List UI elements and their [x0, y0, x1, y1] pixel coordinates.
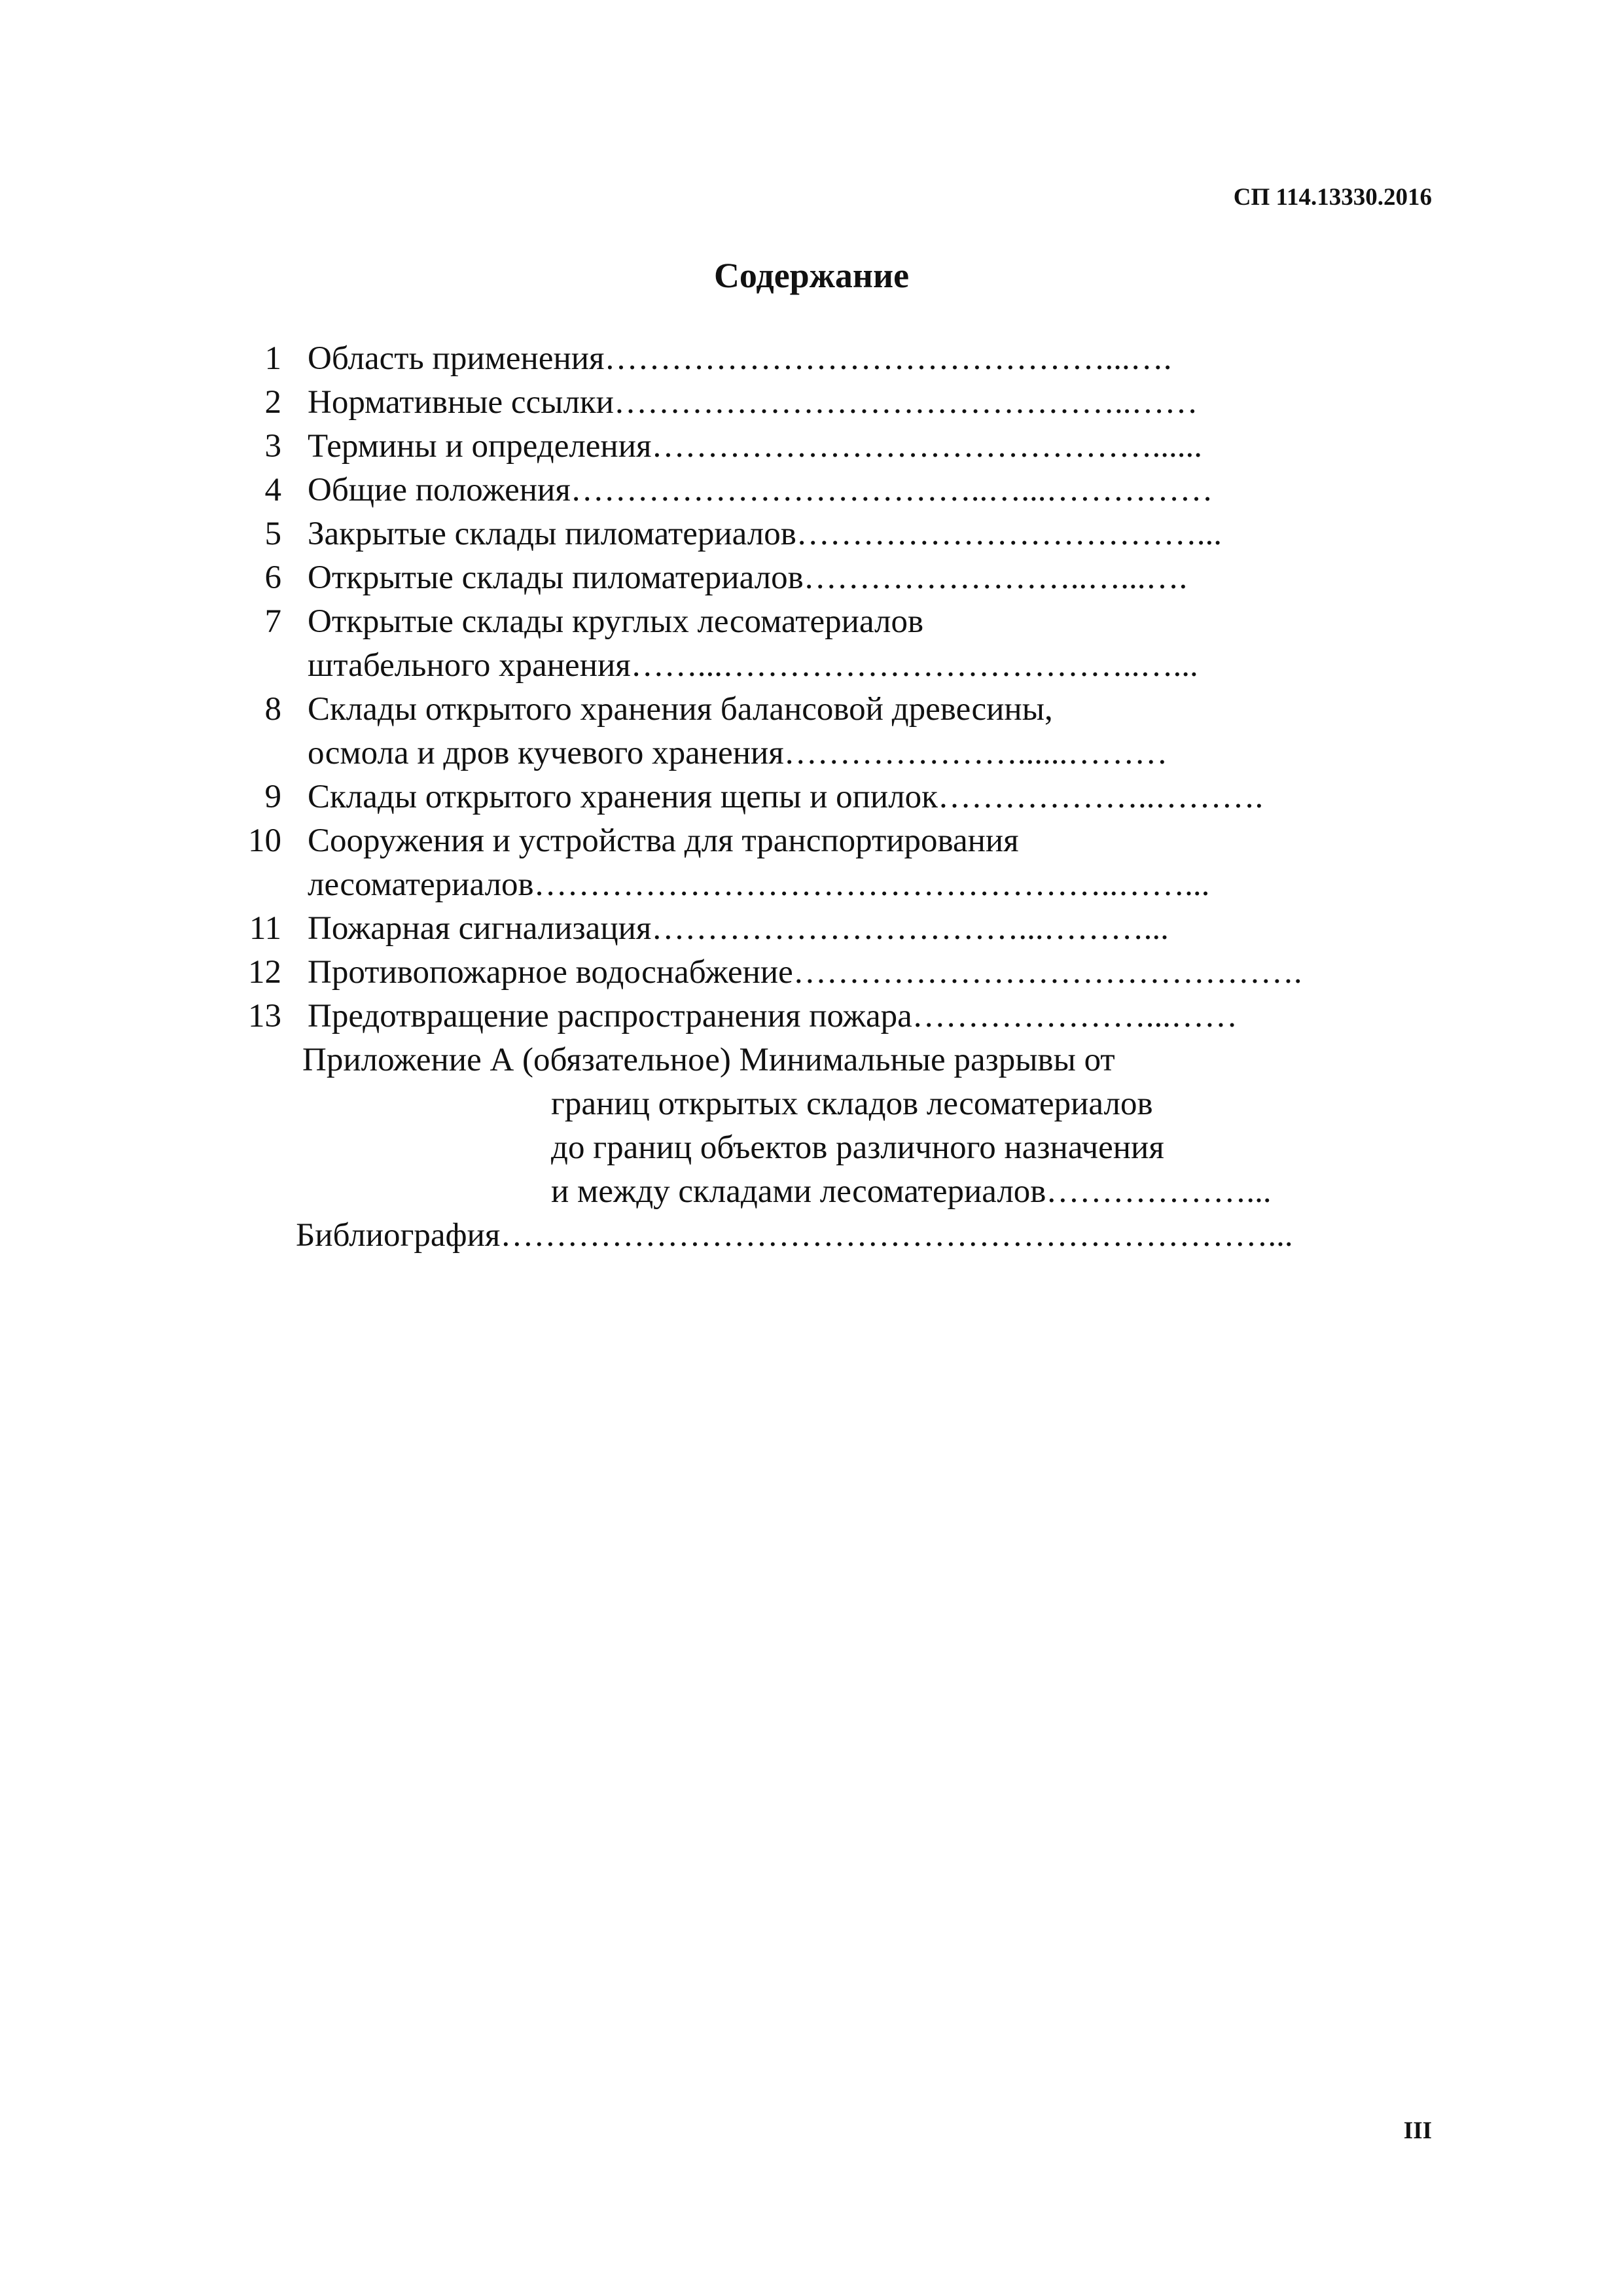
toc-entry-text: Закрытые склады пиломатериалов………………………………...	[308, 516, 1222, 552]
toc-entry-number: 1	[264, 340, 281, 377]
toc-entry-text: Область применения………………………………………...….	[308, 340, 1172, 377]
toc-entry-text: осмола и дров кучевого хранения…………………......………	[308, 735, 1168, 771]
toc-entry-1	[0, 337, 1623, 381]
toc-appendix-line-2	[0, 1082, 1623, 1126]
toc-entry-13	[0, 995, 1623, 1038]
toc-bibliography	[0, 1214, 1623, 1258]
toc-entry-text: Противопожарное водоснабжение……………………………………….	[308, 954, 1302, 991]
toc-entry-8-continued	[0, 732, 1623, 775]
toc-entry-5	[0, 512, 1623, 556]
toc-entry-8	[0, 688, 1623, 732]
toc-entry-text: Сооружения и устройства для транспортирования	[308, 822, 1019, 859]
toc-entry-6	[0, 556, 1623, 600]
toc-appendix-text: и между складами лесоматериалов………………...	[551, 1173, 1272, 1210]
toc-entry-number: 7	[264, 603, 281, 640]
toc-appendix-line-1	[0, 1038, 1623, 1082]
toc-entry-4	[0, 468, 1623, 512]
toc-entry-text: лесоматериалов……………………………………………..……...	[308, 866, 1210, 903]
toc-entry-text: Склады открытого хранения щепы и опилок………………..……….	[308, 779, 1264, 815]
toc-entry-number: 2	[264, 384, 281, 421]
toc-appendix-text: до границ объектов различного назначения	[551, 1129, 1164, 1166]
table-of-contents	[0, 337, 1623, 1258]
toc-entry-9	[0, 775, 1623, 819]
toc-entry-text: Общие положения………………………………..…...……………	[308, 472, 1213, 508]
toc-entry-10-continued	[0, 863, 1623, 907]
toc-entry-number: 13	[248, 998, 281, 1034]
toc-entry-11	[0, 907, 1623, 951]
toc-entry-10	[0, 819, 1623, 863]
toc-entry-text: Пожарная сигнализация……………………………...………...	[308, 910, 1169, 947]
toc-entry-number: 9	[264, 779, 281, 815]
toc-entry-number: 6	[264, 559, 281, 596]
toc-entry-number: 10	[248, 822, 281, 859]
toc-entry-number: 11	[249, 910, 281, 947]
toc-entry-text: Склады открытого хранения балансовой древесины,	[308, 691, 1053, 728]
toc-entry-number: 12	[248, 954, 281, 991]
page-title: Содержание	[713, 256, 910, 295]
toc-entry-text: Термины и определения………………………………………......	[308, 428, 1202, 465]
toc-entry-2	[0, 381, 1623, 425]
toc-entry-7-continued	[0, 644, 1623, 688]
toc-entry-text: Предотвращение распространения пожара…………………...……	[308, 998, 1238, 1034]
document-code: СП 114.13330.2016	[1233, 184, 1432, 211]
toc-entry-number: 4	[264, 472, 281, 508]
toc-appendix-text: Приложение А (обязательное) Минимальные разрывы от	[302, 1042, 1115, 1078]
toc-appendix-text: границ открытых складов лесоматериалов	[551, 1086, 1153, 1122]
toc-entry-12	[0, 951, 1623, 995]
toc-entry-text: Открытые склады пиломатериалов……………………..…...….	[308, 559, 1188, 596]
toc-entry-text: штабельного хранения……...………………………………..…...	[308, 647, 1198, 684]
toc-entry-text: Нормативные ссылки………………………………………..……	[308, 384, 1198, 421]
toc-entry-number: 8	[264, 691, 281, 728]
toc-appendix-line-3	[0, 1126, 1623, 1170]
toc-entry-number: 3	[264, 428, 281, 465]
toc-bibliography-text: Библиография……………………………………………………………...	[296, 1217, 1293, 1254]
page-number: III	[1403, 2117, 1432, 2144]
toc-entry-text: Открытые склады круглых лесоматериалов	[308, 603, 924, 640]
toc-entry-number: 5	[264, 516, 281, 552]
toc-entry-7	[0, 600, 1623, 644]
toc-appendix-line-4	[0, 1170, 1623, 1214]
toc-entry-3	[0, 425, 1623, 468]
